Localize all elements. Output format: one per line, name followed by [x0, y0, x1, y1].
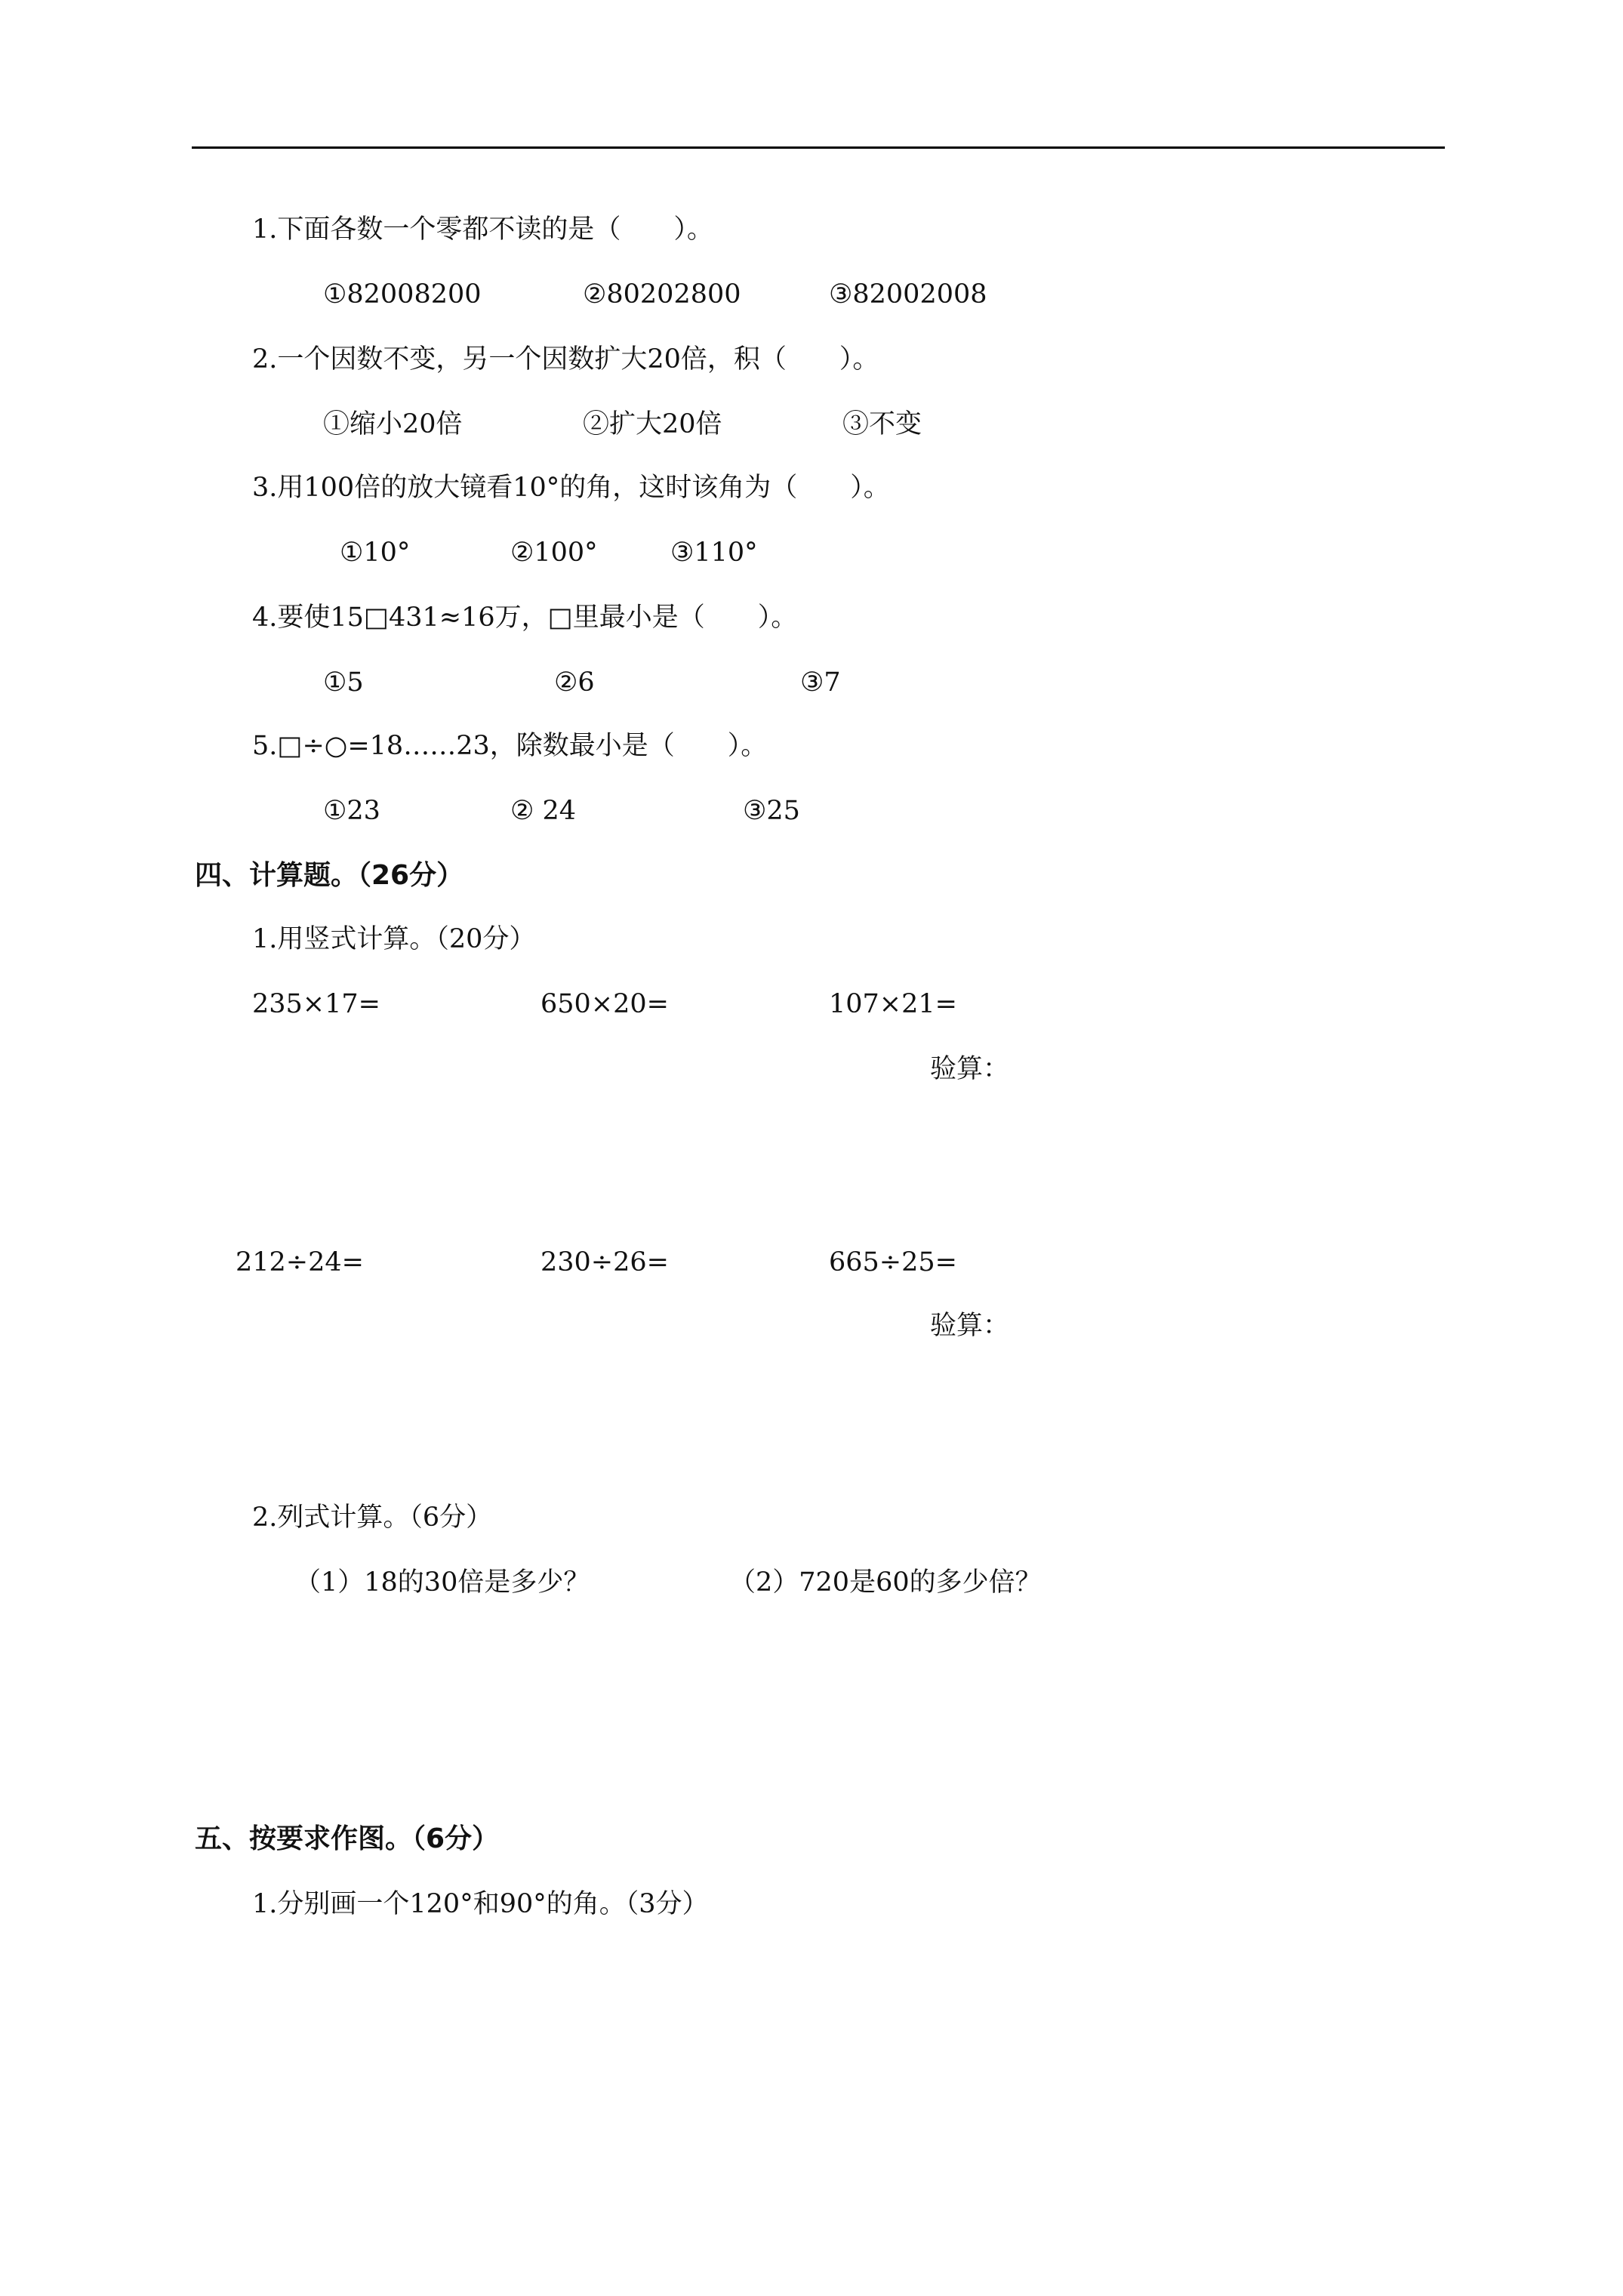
question-1-option-2: ②80202800 [583, 279, 741, 310]
question-3-option-1: ①10° [340, 538, 411, 568]
section-5-heading: 五、按要求作图。（6分） [195, 1823, 500, 1854]
question-3-option-3: ③110° [670, 538, 758, 568]
word-problem-2: （2）720是60的多少倍？ [729, 1567, 1042, 1598]
question-4-stem: 4.要使15□431≈16万，□里最小是（ ）。 [252, 603, 798, 633]
question-4-option-3: ③7 [800, 667, 841, 698]
section-5-q1: 1.分别画一个120°和90°的角。（3分） [252, 1889, 709, 1919]
question-2-option-1: ①缩小20倍 [323, 409, 463, 439]
question-2-stem: 2.一个因数不变，另一个因数扩大20倍，积（ ）。 [252, 344, 879, 374]
question-1-option-1: ①82008200 [323, 279, 482, 310]
section-4-q2-title: 2.列式计算。（6分） [252, 1502, 493, 1533]
section-4-q1-title: 1.用竖式计算。（20分） [252, 924, 536, 954]
question-2-option-2: ②扩大20倍 [583, 409, 722, 439]
calc-expression: 650×20= [540, 989, 669, 1019]
calc-expression: 107×21= [829, 989, 957, 1019]
question-5-option-3: ③25 [743, 796, 800, 826]
question-4-option-1: ①5 [323, 667, 364, 698]
section-4-heading: 四、计算题。（26分） [195, 860, 464, 891]
check-label: 验算： [930, 1311, 1010, 1341]
question-5-option-1: ①23 [323, 796, 380, 826]
question-3-option-2: ②100° [510, 538, 598, 568]
header-rule [192, 146, 1445, 149]
question-5-stem: 5.□÷○=18……23，除数最小是（ ）。 [252, 731, 768, 761]
word-problem-1: （1）18的30倍是多少？ [294, 1567, 590, 1598]
question-1-option-3: ③82002008 [829, 279, 987, 310]
calc-expression: 235×17= [252, 989, 380, 1019]
calc-expression: 665÷25= [829, 1247, 957, 1277]
calc-expression: 212÷24= [236, 1247, 364, 1277]
question-5-option-2: ② 24 [510, 796, 577, 826]
question-1-stem: 1.下面各数一个零都不读的是（ ）。 [252, 214, 713, 245]
question-4-option-2: ②6 [554, 667, 595, 698]
question-3-stem: 3.用100倍的放大镜看10°的角，这时该角为（ ）。 [252, 473, 890, 503]
check-label: 验算： [930, 1054, 1010, 1084]
question-2-option-3: ③不变 [842, 409, 922, 439]
calc-expression: 230÷26= [540, 1247, 669, 1277]
